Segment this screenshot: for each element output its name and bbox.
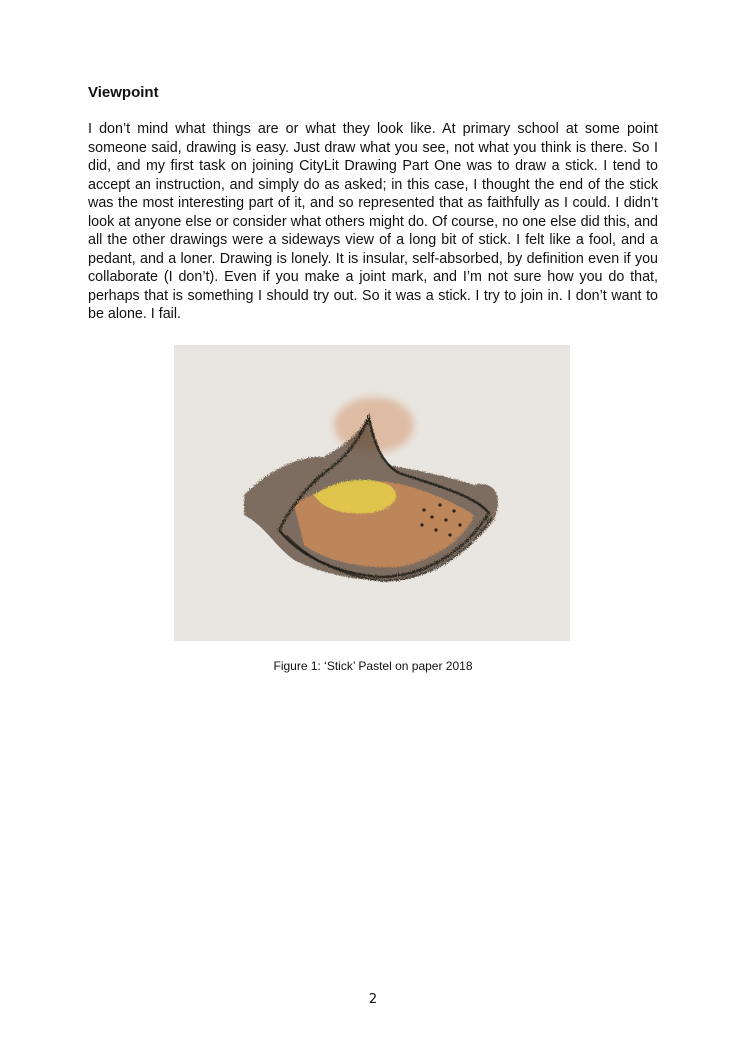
figure-caption: Figure 1: ‘Stick’ Pastel on paper 2018 (273, 659, 473, 673)
section-heading: Viewpoint (88, 84, 159, 101)
body-paragraph: I don’t mind what things are or what they look like. At primary school at some point someone said, drawing is easy. Just draw what you see, not what you think is there. So I did, and my first task on joining CityLit Drawing Part One was to draw a stick. I tend to accept an instruction, and simply do as asked; in this case, I thought the end of the stick was the most interesting part of it, and so represented that as faithfully as I could. I didn’t look at anyone else or consider what others might do. Of course, no one else did this, and all the other drawings were a sideways view of a long bit of stick. I felt like a fool, and a pedant, and a loner. Drawing is lonely. It is insular, self-absorbed, by definition even if you collaborate (I don’t). Even if you make a joint mark, and I’m not sure how you do that, perhaps that is something I should try out. So it was a stick. I try to join in. I don’t want to be alone. I fail. (88, 121, 658, 322)
pastel-drawing (174, 345, 570, 641)
stick-drawing-image (174, 345, 570, 641)
page-number: 2 (368, 992, 378, 1007)
